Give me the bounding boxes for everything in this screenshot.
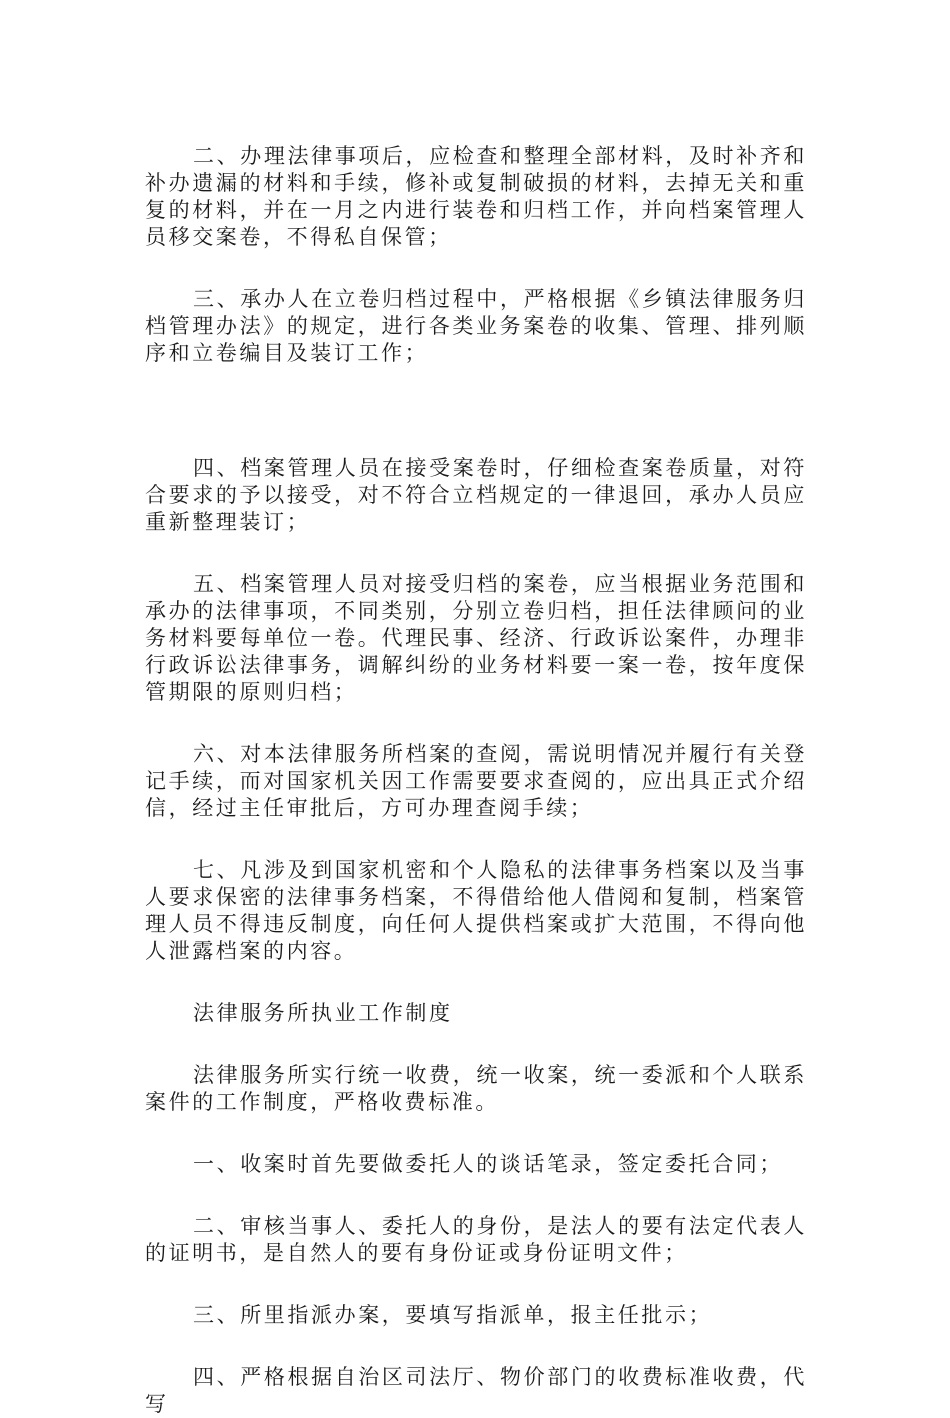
paragraph-practice-one: 一、收案时首先要做委托人的谈话笔录，签定委托合同； xyxy=(193,1152,783,1176)
paragraph-gap xyxy=(145,706,807,741)
paragraph-archiving-three: 三、承办人在立卷归档过程中，严格根据《乡镇法律服务归档管理办法》的规定，进行各类业务案卷的收集、管理、排列顺序和立卷编目及装订工作； xyxy=(145,287,807,365)
paragraph-gap-large xyxy=(145,367,807,455)
paragraph-gap xyxy=(145,1329,807,1364)
paragraph-archiving-seven: 七、凡涉及到国家机密和个人隐私的法律事务档案以及当事人要求保密的法律事务档案，不得借给他人借阅和复制，档案管理人员不得违反制度，向任何人提供档案或扩大范围，不得向他人泄露档案的内容。 xyxy=(145,858,807,963)
section-heading-practice-rules: 法律服务所执业工作制度 xyxy=(193,1001,453,1025)
paragraph-practice-four: 四、严格根据自治区司法厅、物价部门的收费标准收费，代写 xyxy=(145,1365,807,1416)
paragraph-practice-three: 三、所里指派办案，要填写指派单，报主任批示； xyxy=(193,1303,713,1327)
paragraph-gap xyxy=(145,251,807,286)
paragraph-practice-two: 二、审核当事人、委托人的身份，是法人的要有法定代表人的证明书，是自然人的要有身份证或身份证明文件； xyxy=(145,1214,807,1265)
paragraph-archiving-four: 四、档案管理人员在接受案卷时，仔细检查案卷质量，对符合要求的予以接受，对不符合立档规定的一律退回，承办人员应重新整理装订； xyxy=(145,456,807,534)
paragraph-gap xyxy=(145,1178,807,1213)
paragraph-gap xyxy=(145,536,807,571)
document-page xyxy=(145,143,807,1418)
paragraph-gap xyxy=(145,822,807,857)
paragraph-gap xyxy=(145,1027,807,1062)
paragraph-gap xyxy=(145,965,807,1000)
paragraph-archiving-six: 六、对本法律服务所档案的查阅，需说明情况并履行有关登记手续，而对国家机关因工作需要要求查阅的，应出具正式介绍信，经过主任审批后，方可办理查阅手续； xyxy=(145,742,807,820)
paragraph-archiving-two: 二、办理法律事项后，应检查和整理全部材料，及时补齐和补办遗漏的材料和手续，修补或复制破损的材料，去掉无关和重复的材料，并在一月之内进行装卷和归档工作，并向档案管理人员移交案卷，不得私自保管； xyxy=(145,144,807,249)
paragraph-archiving-five: 五、档案管理人员对接受归档的案卷，应当根据业务范围和承办的法律事项，不同类别，分别立卷归档，担任法律顾问的业务材料要每单位一卷。代理民事、经济、行政诉讼案件，办理非行政诉讼法律事务，调解纠纷的业务材料要一案一卷，按年度保管期限的原则归档； xyxy=(145,572,807,704)
paragraph-practice-intro: 法律服务所实行统一收费，统一收案，统一委派和个人联系案件的工作制度，严格收费标准。 xyxy=(145,1063,807,1114)
paragraph-gap xyxy=(145,1116,807,1151)
paragraph-gap xyxy=(145,1267,807,1302)
